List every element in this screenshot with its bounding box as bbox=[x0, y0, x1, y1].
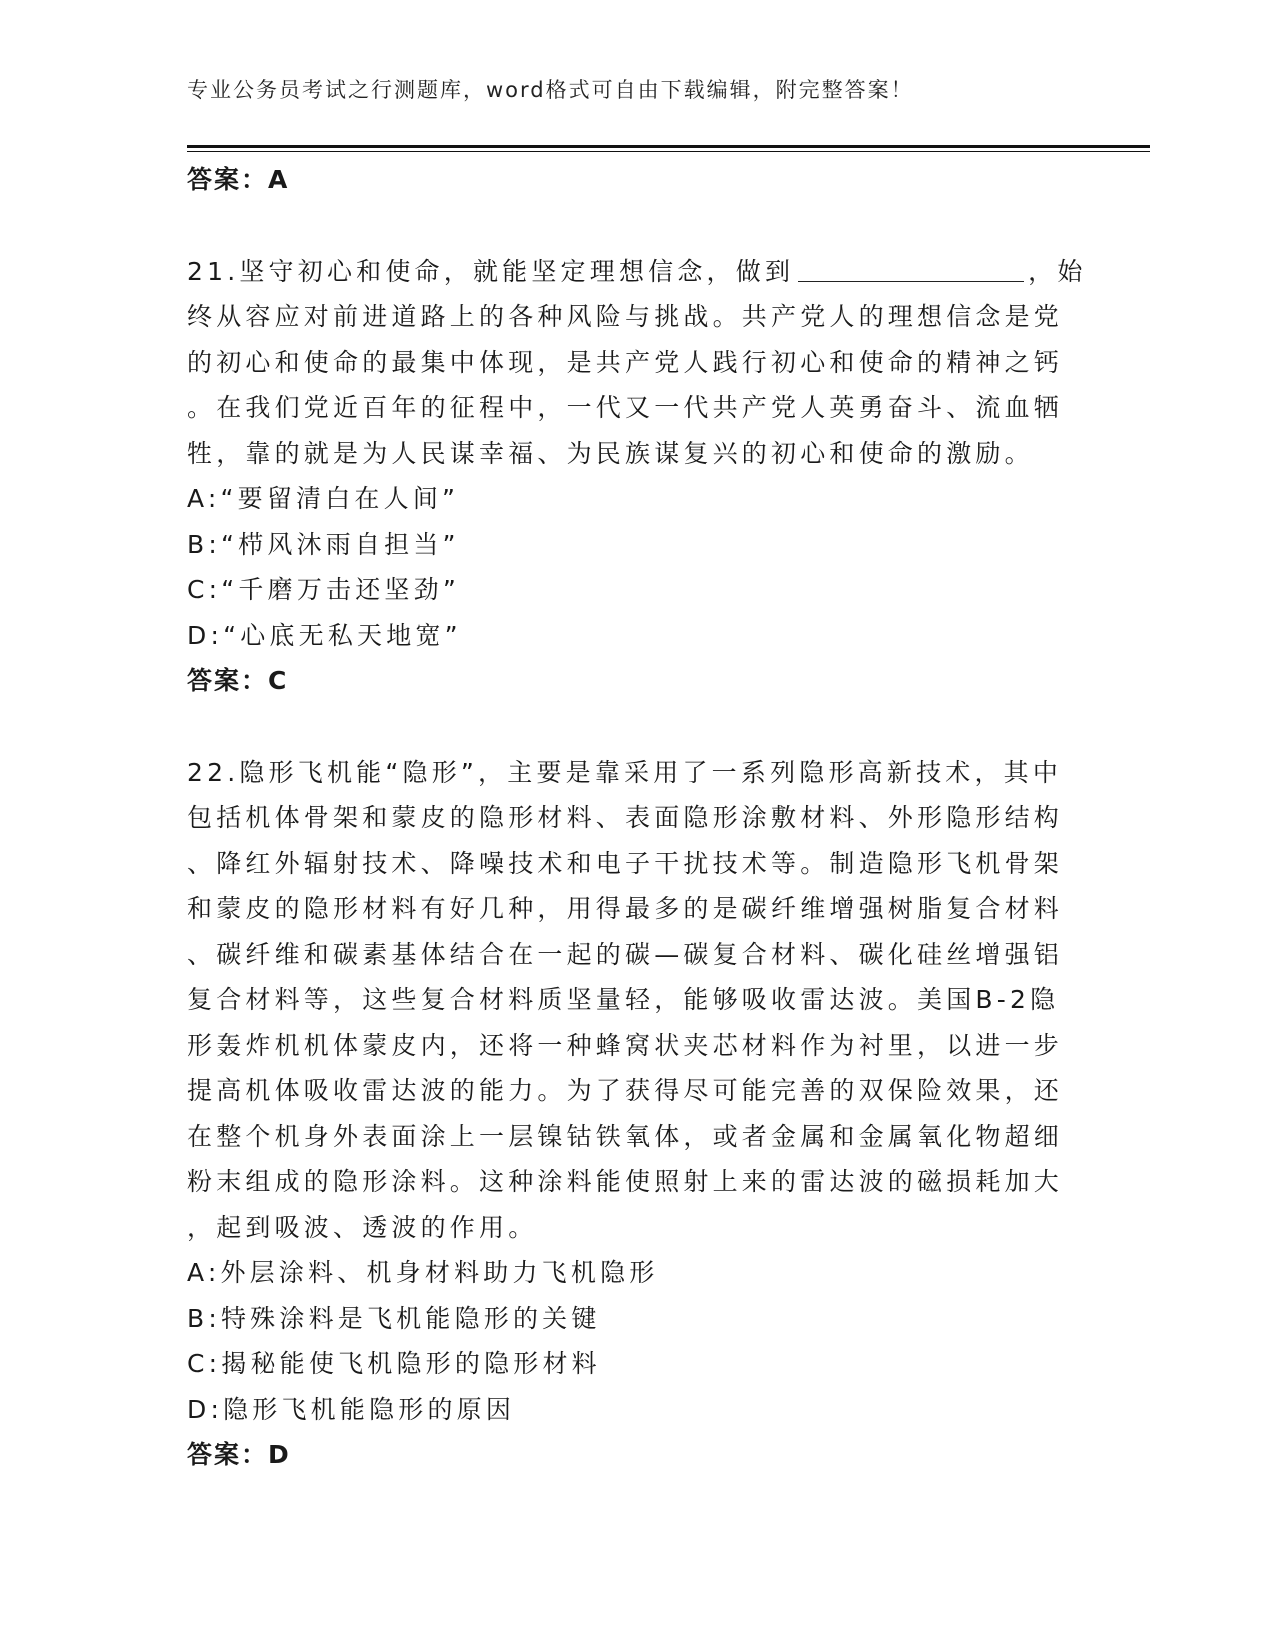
option-d: D:隐形飞机能隐形的原因 bbox=[187, 1394, 516, 1424]
question-line: 、降红外辐射技术、降噪技术和电子干扰技术等。制造隐形飞机骨架 bbox=[187, 848, 1064, 878]
option-c: C:揭秘能使飞机隐形的隐形材料 bbox=[187, 1349, 601, 1378]
question-line: 在整个机身外表面涂上一层镍钴铁氧体，或者金属和金属氧化物超细 bbox=[187, 1121, 1064, 1151]
header-divider bbox=[187, 145, 1150, 152]
question-line bbox=[187, 249, 1087, 295]
question-line: ，起到吸波、透波的作用。 bbox=[187, 1212, 538, 1242]
question-line: 的初心和使命的最集中体现，是共产党人践行初心和使命的精神之钙 bbox=[187, 347, 1064, 377]
question-text: 21.坚守初心和使命，就能坚定理想信念，做到 bbox=[187, 256, 795, 286]
question-22 bbox=[187, 750, 1067, 1478]
question-line: 终从容应对前进道路上的各种风险与挑战。共产党人的理想信念是党 bbox=[187, 302, 1064, 331]
option-a: A:“要留清白在人间” bbox=[187, 484, 460, 513]
question-line: 提高机体吸收雷达波的能力。为了获得尽可能完善的双保险效果，还 bbox=[187, 1076, 1064, 1105]
question-line: 牲，靠的就是为人民谋幸福、为民族谋复兴的初心和使命的激励。 bbox=[187, 438, 1034, 468]
document-body bbox=[187, 157, 1087, 1478]
option-b: B:“栉风沐雨自担当” bbox=[187, 529, 460, 559]
spacer bbox=[187, 203, 1067, 249]
previous-answer: 答案：A bbox=[187, 165, 290, 194]
option-d: D:“心底无私天地宽” bbox=[187, 620, 462, 650]
question-line: 粉末组成的隐形涂料。这种涂料能使照射上来的雷达波的磁损耗加大 bbox=[187, 1167, 1064, 1196]
question-line: 、碳纤维和碳素基体结合在一起的碳—碳复合材料、碳化硅丝增强铝 bbox=[187, 939, 1064, 969]
question-line: 形轰炸机机体蒙皮内，还将一种蜂窝状夹芯材料作为衬里，以进一步 bbox=[187, 1030, 1064, 1060]
answer: 答案：C bbox=[187, 666, 289, 695]
answer: 答案：D bbox=[187, 1440, 291, 1469]
spacer bbox=[187, 704, 1067, 750]
option-a: A:外层涂料、机身材料助力飞机隐形 bbox=[187, 1258, 659, 1287]
question-line: 。在我们党近百年的征程中，一代又一代共产党人英勇奋斗、流血牺 bbox=[187, 393, 1064, 422]
question-21 bbox=[187, 249, 1087, 704]
page-header: 专业公务员考试之行测题库，word格式可自由下载编辑，附完整答案！ bbox=[187, 78, 914, 102]
question-text: ，始 bbox=[1028, 256, 1087, 286]
question-line: 复合材料等，这些复合材料质坚量轻，能够吸收雷达波。美国B-2隐 bbox=[187, 985, 1060, 1014]
fill-in-blank bbox=[798, 257, 1024, 282]
question-line: 包括机体骨架和蒙皮的隐形材料、表面隐形涂敷材料、外形隐形结构 bbox=[187, 803, 1064, 832]
option-c: C:“千磨万击还坚劲” bbox=[187, 575, 460, 604]
option-b: B:特殊涂料是飞机能隐形的关键 bbox=[187, 1303, 601, 1333]
question-line: 22.隐形飞机能“隐形”，主要是靠采用了一系列隐形高新技术，其中 bbox=[187, 757, 1063, 787]
question-line: 和蒙皮的隐形材料有好几种，用得最多的是碳纤维增强树脂复合材料 bbox=[187, 894, 1064, 923]
